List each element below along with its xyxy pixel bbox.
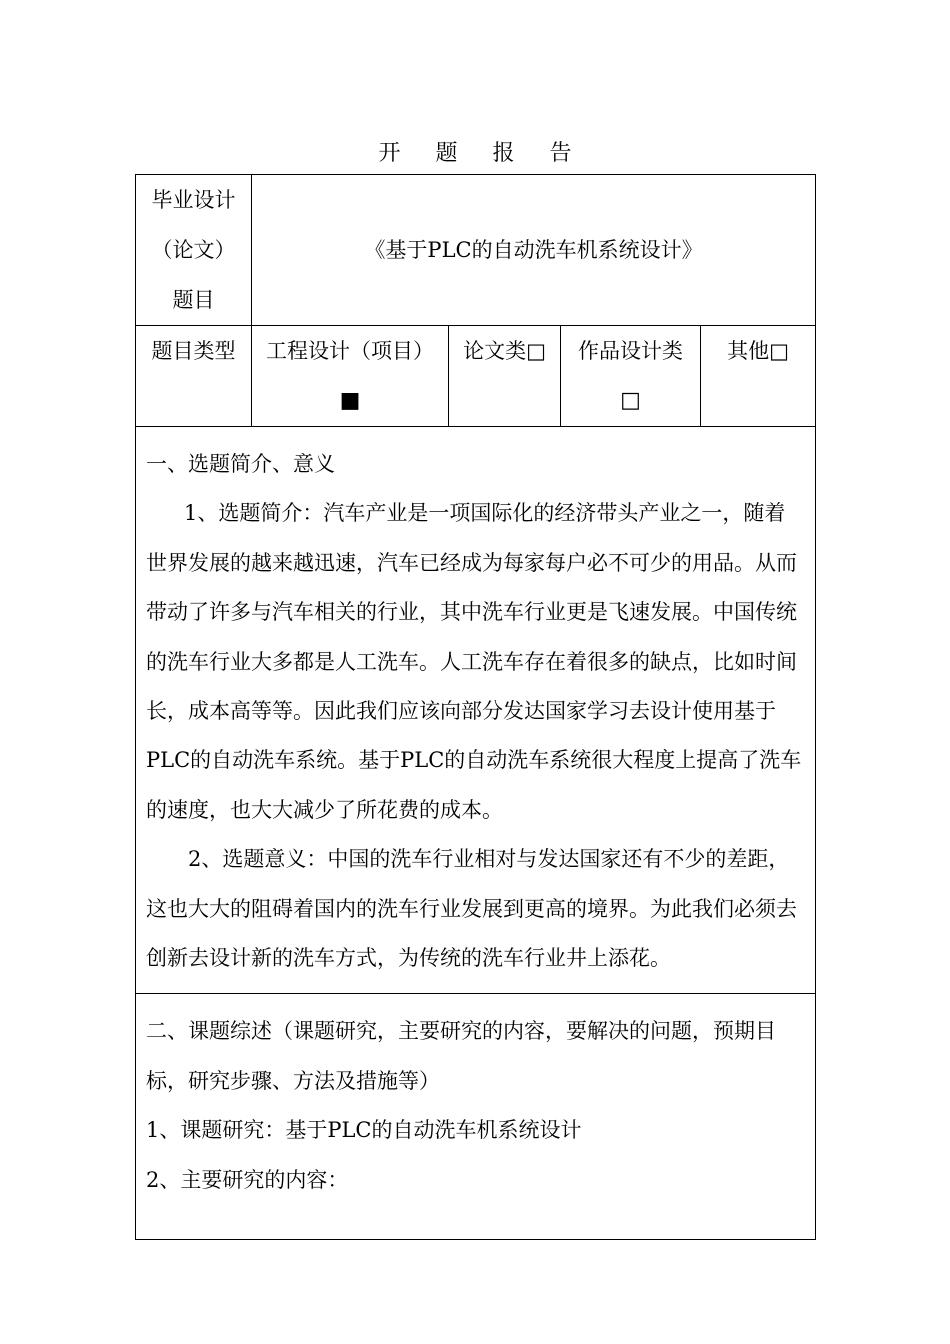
- type-option-engineering: [252, 326, 449, 427]
- section1-heading: 一、选题简介、意义: [146, 452, 335, 476]
- topic-value: 《基于PLC的自动洗车机系统设计》: [252, 175, 816, 326]
- section1: [136, 427, 816, 994]
- topic-label-cell: [136, 175, 252, 326]
- section1-paragraph: 2、选题意义：中国的洗车行业相对与发达国家还有不少的差距，这也大大的阻碍着国内的洗车行业发展到更高的境界。为此我们必须去创新去设计新的洗车方式，为传统的洗车行业井上添花。: [146, 847, 797, 971]
- topic-label-line: （论文）: [151, 238, 236, 262]
- type-option-label: 论文类□: [463, 339, 546, 363]
- type-label: 题目类型: [136, 326, 252, 427]
- type-option-label: 作品设计类: [578, 339, 683, 363]
- checked-box-icon: ■: [339, 388, 361, 413]
- type-option-label: 工程设计（项目）: [266, 339, 434, 363]
- topic-row: [136, 175, 816, 326]
- section2-row: [136, 994, 816, 1240]
- section2: [136, 994, 816, 1240]
- topic-label-line: 毕业设计: [151, 188, 236, 212]
- type-option-label: 其他□: [727, 339, 789, 363]
- unchecked-box-icon: □: [620, 388, 641, 413]
- section1-row: [136, 427, 816, 994]
- proposal-table: [135, 174, 816, 1240]
- section2-item: 1、课题研究：基于PLC的自动洗车机系统设计: [146, 1118, 582, 1143]
- page-title: 开 题 报 告: [378, 141, 586, 166]
- type-option-thesis: [449, 326, 561, 427]
- type-row: [136, 326, 816, 427]
- section2-item: 2、主要研究的内容：: [146, 1167, 349, 1192]
- topic-label-line: 题目: [172, 288, 215, 312]
- type-option-work-design: [561, 326, 701, 427]
- type-option-other: [701, 326, 816, 427]
- section2-heading: 二、课题综述（课题研究，主要研究的内容，要解决的问题，预期目标，研究步骤、方法及措施等）: [146, 1019, 776, 1093]
- section1-paragraph: 1、选题简介：汽车产业是一项国际化的经济带头产业之一，随着世界发展的越来越迅速，汽车已经成为每家每户必不可少的用品。从而带动了许多与汽车相关的行业，其中洗车行业更是飞速发展。中国传统的洗车行业大多都是人工洗车。人工洗车存在着很多的缺点，比如时间长，成本高等等。因此我们应该向部分发达国家学习去设计使用基于PLC的自动洗车系统。基于PLC的自动洗车系统很大程度上提高了洗车的速度，也大大减少了所花费的成本。: [146, 501, 802, 822]
